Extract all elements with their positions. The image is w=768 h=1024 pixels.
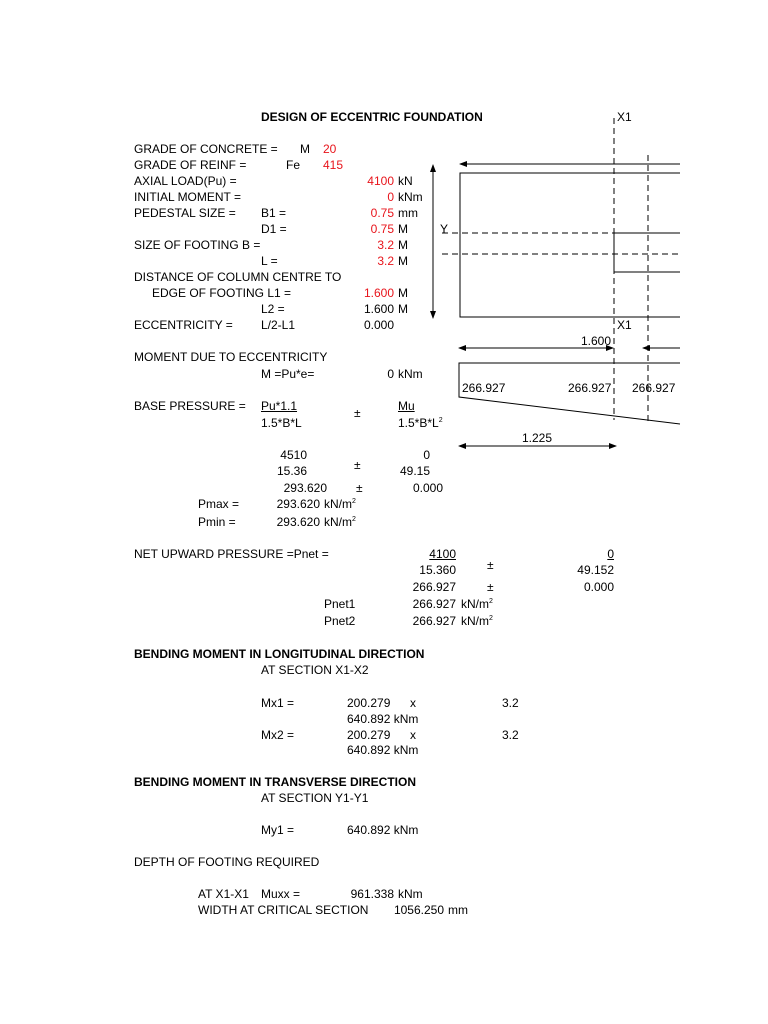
- grade-reinf-value: 415: [323, 158, 344, 172]
- b1-unit: mm: [398, 206, 418, 220]
- net-pressure-v4: 49.152: [577, 563, 614, 577]
- pmax-value: 293.620: [276, 497, 320, 511]
- l2-label: L2 =: [261, 302, 285, 316]
- footing-outline: [460, 173, 680, 317]
- plus-minus-symbol: ±: [487, 580, 494, 594]
- mx1-label: Mx1 =: [261, 696, 295, 710]
- pmin-label: Pmin =: [198, 515, 236, 529]
- moment-heading: MOMENT DUE TO ECCENTRICITY: [134, 350, 328, 364]
- grade-reinf-label: GRADE OF REINF =: [134, 158, 247, 172]
- initial-moment-value: 0: [387, 190, 394, 204]
- pmax-unit: $kN/m^2$: [324, 497, 356, 511]
- muxx-label: Muxx =: [261, 887, 301, 901]
- width-critical-label: WIDTH AT CRITICAL SECTION: [198, 903, 369, 917]
- net-pressure-v5: 266.927: [412, 580, 456, 594]
- distance-label-2: EDGE OF FOOTING L1 =: [152, 286, 292, 300]
- pnet1-unit: $kN/m^2$: [461, 597, 493, 611]
- bending-long-heading: BENDING MOMENT IN LONGITUDINAL DIRECTION: [134, 647, 425, 661]
- eccentricity-value: 0.000: [363, 318, 394, 332]
- base-pressure-v4: 49.15: [399, 464, 430, 478]
- base-pressure-v6: 0.000: [412, 481, 443, 495]
- page-title: DESIGN OF ECCENTRIC FOUNDATION: [261, 110, 483, 124]
- eccentricity-label: ECCENTRICITY =: [134, 318, 233, 332]
- l1-value: 1.600: [363, 286, 394, 300]
- width-critical-value: 1056.250: [393, 903, 444, 917]
- net-pressure-v2: 0: [607, 547, 614, 561]
- mx1-b: 3.2: [502, 696, 519, 710]
- plus-minus-symbol: ±: [354, 406, 361, 420]
- bending-trans-heading: BENDING MOMENT IN TRANSVERSE DIRECTION: [134, 775, 417, 789]
- pnet1-label: Pnet1: [324, 597, 356, 611]
- my1-value: 640.892 kNm: [347, 823, 419, 837]
- l1-unit: M: [398, 286, 408, 300]
- plus-minus-symbol: ±: [487, 558, 494, 572]
- muxx-value: 961.338: [350, 887, 394, 901]
- d1-label: D1 =: [261, 222, 287, 236]
- b1-value: 0.75: [370, 206, 394, 220]
- bending-trans-section: AT SECTION Y1-Y1: [261, 791, 369, 805]
- l-value: 3.2: [377, 254, 394, 268]
- b1-label: B1 =: [261, 206, 287, 220]
- d1-value: 0.75: [370, 222, 394, 236]
- pnet2-value: 266.927: [412, 614, 456, 628]
- depth-at-label: AT X1-X1: [198, 887, 249, 901]
- mx2-b: 3.2: [502, 728, 519, 742]
- mx1-result: 640.892 kNm: [347, 712, 419, 726]
- net-pressure-v6: 0.000: [583, 580, 614, 594]
- net-pressure-label: NET UPWARD PRESSURE =Pnet =: [134, 547, 329, 561]
- pressure-right-label: 266.927: [632, 381, 676, 395]
- grade-concrete-prefix: M: [300, 142, 310, 156]
- l2-value: 1.600: [363, 302, 394, 316]
- axial-load-label: AXIAL LOAD(Pu) =: [134, 174, 237, 188]
- base-pressure-den1: 1.5*B*L: [261, 416, 302, 430]
- l-unit: M: [398, 254, 408, 268]
- mx1-x: x: [410, 696, 416, 710]
- net-pressure-v3: 15.360: [419, 563, 456, 577]
- initial-moment-label: INITIAL MOMENT =: [134, 190, 242, 204]
- depth-heading: DEPTH OF FOOTING REQUIRED: [134, 855, 320, 869]
- mx2-label: Mx2 =: [261, 728, 295, 742]
- mx2-x: x: [410, 728, 416, 742]
- muxx-unit: kNm: [398, 887, 423, 901]
- eccentricity-formula: L/2-L1: [261, 318, 296, 332]
- axial-load-unit: kN: [398, 174, 413, 188]
- pmin-value: 293.620: [276, 515, 320, 529]
- footing-b-unit: M: [398, 238, 408, 252]
- x1-bottom-label: X1: [617, 318, 632, 332]
- x1-top-label: X1: [617, 110, 632, 124]
- pressure-left-label: 266.927: [462, 381, 506, 395]
- grade-reinf-prefix: Fe: [286, 158, 301, 172]
- grade-concrete-label: GRADE OF CONCRETE =: [134, 142, 278, 156]
- moment-formula: M =Pu*e=: [261, 367, 315, 381]
- base-pressure-num2: Mu: [398, 399, 415, 413]
- dim-1225-label: 1.225: [522, 431, 553, 445]
- pedestal-outline: [614, 233, 680, 272]
- mx2-a: 200.279: [347, 728, 391, 742]
- pmax-label: Pmax =: [198, 497, 240, 511]
- moment-unit: kNm: [398, 367, 423, 381]
- base-pressure-v5: 293.620: [283, 481, 327, 495]
- width-critical-unit: mm: [448, 903, 468, 917]
- l-label: L =: [261, 254, 278, 268]
- base-pressure-v1: 4510: [280, 448, 307, 462]
- my1-label: My1 =: [261, 823, 295, 837]
- l2-unit: M: [398, 302, 408, 316]
- footing-b-label: SIZE OF FOOTING B =: [134, 238, 261, 252]
- initial-moment-unit: kNm: [398, 190, 423, 204]
- grade-concrete-value: 20: [323, 142, 337, 156]
- base-pressure-label: BASE PRESSURE =: [134, 399, 246, 413]
- pressure-mid-label: 266.927: [568, 381, 612, 395]
- net-pressure-v1: 4100: [429, 547, 456, 561]
- axial-load-value: 4100: [367, 174, 394, 188]
- base-pressure-v3: 15.36: [276, 464, 307, 478]
- distance-label-1: DISTANCE OF COLUMN CENTRE TO: [134, 270, 342, 284]
- plus-minus-symbol: ±: [356, 481, 363, 495]
- bending-long-section: AT SECTION X1-X2: [261, 663, 369, 677]
- pnet2-unit: $kN/m^2$: [461, 614, 493, 628]
- footing-b-value: 3.2: [377, 238, 394, 252]
- mx1-a: 200.279: [347, 696, 391, 710]
- dim-1600-label: 1.600: [581, 334, 612, 348]
- base-pressure-v2: 0: [423, 448, 430, 462]
- pmin-unit: $kN/m^2$: [324, 515, 356, 529]
- base-pressure-den2: $1.5*B*L^2$: [398, 416, 443, 430]
- plus-minus-symbol: ±: [354, 458, 361, 472]
- mx2-result: 640.892 kNm: [347, 743, 419, 757]
- moment-value: 0: [387, 367, 394, 381]
- pnet1-value: 266.927: [412, 597, 456, 611]
- y-label: Y: [440, 222, 449, 236]
- base-pressure-num1: Pu*1.1: [261, 399, 298, 413]
- d1-unit: M: [398, 222, 408, 236]
- pedestal-label: PEDESTAL SIZE =: [134, 206, 236, 220]
- pnet2-label: Pnet2: [324, 614, 356, 628]
